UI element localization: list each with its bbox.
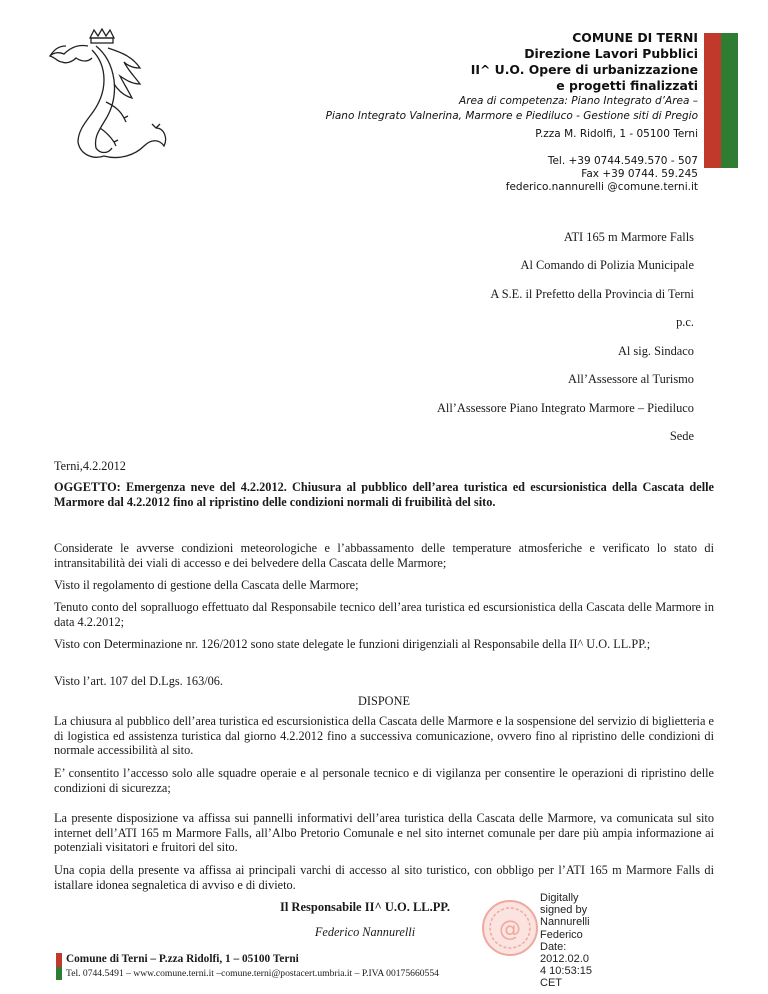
provision-item: Una copia della presente va affissa ai principali varchi di accesso al sito turistico, con obbligo per l’ATI 165 m Marmore Falls di istallare idonea segnaletica di avviso e di divieto.: [54, 863, 714, 892]
dispone-heading: DISPONE: [358, 694, 410, 708]
recipient-sede: Sede: [669, 429, 694, 443]
digital-signature-stamp-icon: [480, 898, 540, 958]
recipient-sindaco: Al sig. Sindaco: [617, 344, 694, 358]
signature-role: Il Responsabile II^ U.O. LL.PP.: [279, 900, 451, 914]
premise-item: Visto il regolamento di gestione della Cascata delle Marmore;: [54, 578, 359, 592]
recipient-turismo: All’Assessore al Turismo: [568, 372, 694, 386]
flag-bar: [704, 33, 738, 168]
coat-of-arms-logo: [48, 28, 178, 168]
header-address: P.zza M. Ridolfi, 1 - 05100 Terni: [535, 128, 698, 140]
header-comune: COMUNE DI TERNI: [572, 30, 698, 45]
recipient-prefetto: A S.E. il Prefetto della Provincia di Terni: [490, 287, 694, 301]
signature-name: Federico Nannurelli: [314, 925, 416, 939]
recipient-ati: ATI 165 m Marmore Falls: [563, 230, 694, 244]
footer-address: Comune di Terni – P.zza Ridolfi, 1 – 05100 Terni: [66, 953, 299, 965]
recipient-polizia: Al Comando di Polizia Municipale: [520, 258, 694, 272]
premise-item: Visto con Determinazione nr. 126/2012 sono state delegate le funzioni dirigenziali al Responsabile della II^ U.O. LL.PP.;: [54, 637, 651, 651]
recipient-piano: All’Assessore Piano Integrato Marmore – Piediluco: [436, 401, 694, 415]
letter-date: Terni,4.2.2012: [54, 459, 126, 473]
footer-flag: [56, 953, 62, 980]
provision-item: E’ consentito l’accesso solo alle squadre operaie e al personale tecnico e di vigilanza per consentire le operazioni di ripristino delle condizioni di sicurezza;: [54, 766, 714, 795]
header-direzione: Direzione Lavori Pubblici: [524, 46, 698, 61]
letter-subject: OGGETTO: Emergenza neve del 4.2.2012. Chiusura al pubblico dell’area turistica ed escursionistica della Cascata delle Marmore dal 4.2.2012 fino al ripristino delle condizioni normali di fruibilità del sito.: [54, 480, 714, 509]
header-progetti: e progetti finalizzati: [556, 78, 698, 93]
digital-signature-text: Digitally signed by Nannurelli Federico Date: 2012.02.0 4 10:53:15 CET: [540, 892, 592, 990]
header-tel: Tel. +39 0744.549.570 - 507: [547, 155, 698, 167]
premise-item: Tenuto conto del sopralluogo effettuato dal Responsabile tecnico dell’area turistica ed escursionistica della Cascata delle Marmore in data 4.2.2012;: [54, 600, 714, 629]
header-area-1: Area di competenza: Piano Integrato d’Area –: [459, 95, 698, 107]
header-area-2: Piano Integrato Valnerina, Marmore e Piediluco - Gestione siti di Pregio: [325, 110, 698, 122]
footer-contacts: Tel. 0744.5491 – www.comune.terni.it –comune.terni@postacert.umbria.it – P.IVA 00175660554: [66, 968, 439, 979]
provision-item: La chiusura al pubblico dell’area turistica ed escursionistica della Cascata delle Marmore e la sospensione del servizio di biglietteria e di logistica ed assistenza turistica dal giorno 4.2.2012 fino a successiva comunicazione, ovvero fino al ripristino delle condizioni di normale accessibilità al sito.: [54, 714, 714, 757]
svg-text:@: @: [499, 917, 521, 942]
premise-item: Visto l’art. 107 del D.Lgs. 163/06.: [54, 674, 224, 688]
provision-item: La presente disposizione va affissa sui pannelli informativi dell’area turistica della Cascata delle Marmore, va comunicata sul sito internet dell’ATI 165 m Marmore Falls, all’Albo Pretorio Comunale e nel sito internet comunale per dare più ampia informazione ai potenziali visitatori e fruitori del sito.: [54, 811, 714, 854]
header-uo: II^ U.O. Opere di urbanizzazione: [470, 62, 698, 77]
premise-item: Considerate le avverse condizioni meteorologiche e l’abbassamento delle temperature atmosferiche e verificato lo stato di intransitabilità dei viali di accesso e dei belvedere della Cascata delle Marmore;: [54, 541, 714, 570]
header-email: federico.nannurelli @comune.terni.it: [505, 181, 698, 193]
header-fax: Fax +39 0744. 59.245: [581, 168, 698, 180]
recipient-pc: p.c.: [676, 315, 694, 329]
